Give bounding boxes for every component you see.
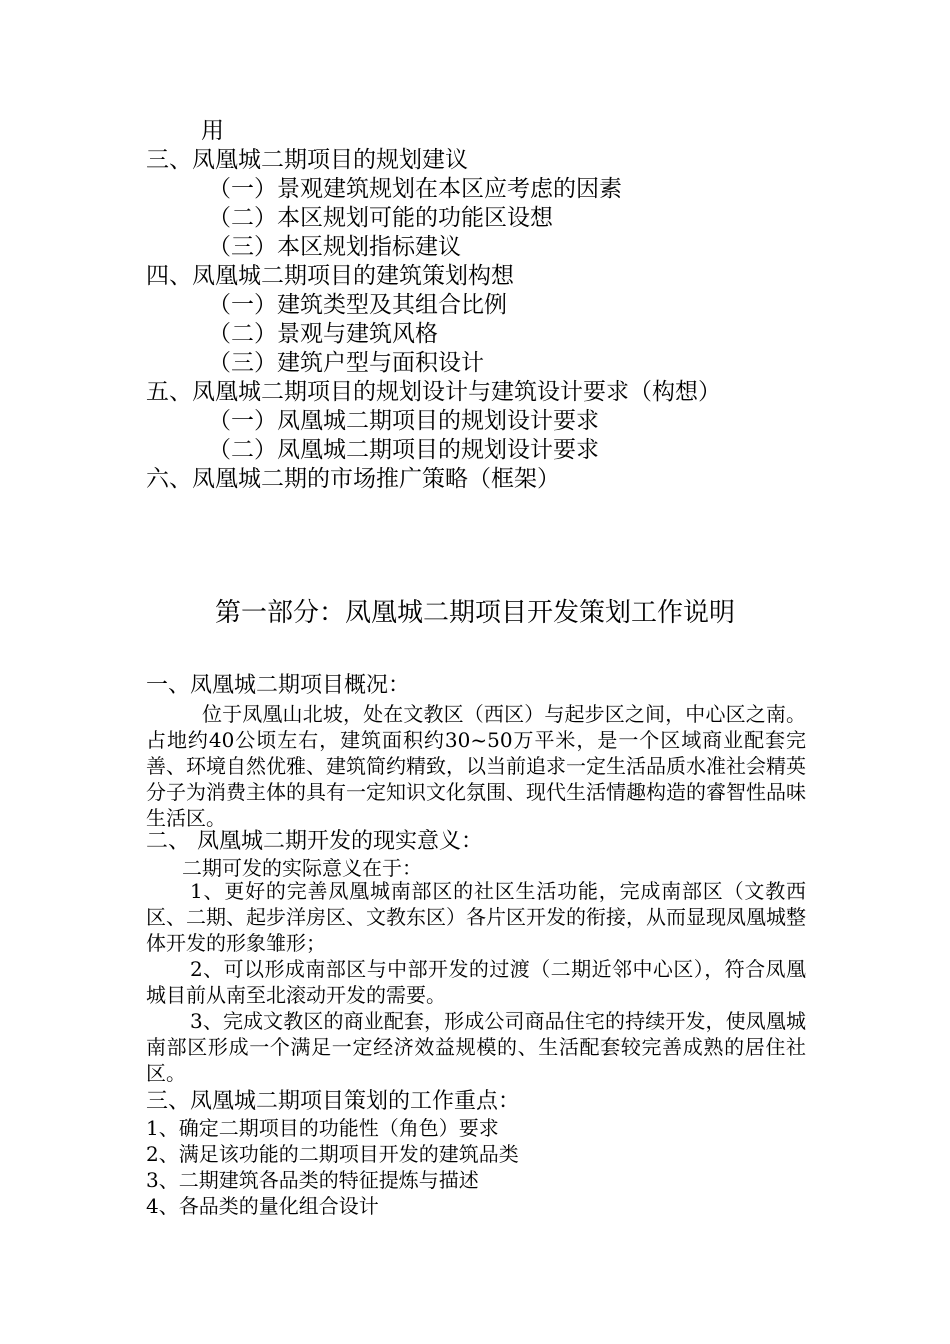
focus-item-2: 2、满足该功能的二期项目开发的建筑品类 <box>146 1142 519 1166</box>
toc-section-6: 六、凤凰城二期的市场推广策略（框架） <box>146 466 560 492</box>
overview-heading: 一、凤凰城二期项目概况： <box>146 673 411 698</box>
toc-section-4-item-1: （一）建筑类型及其组合比例 <box>208 292 507 318</box>
focus-item-4: 4、各品类的量化组合设计 <box>146 1194 379 1218</box>
toc-section-5: 五、凤凰城二期项目的规划设计与建筑设计要求（构想） <box>146 379 721 405</box>
focus-heading: 三、凤凰城二期项目策划的工作重点： <box>146 1089 521 1114</box>
significance-heading: 二、 凤凰城二期开发的现实意义： <box>146 829 483 854</box>
toc-section-4-item-3: （三）建筑户型与面积设计 <box>208 350 484 376</box>
toc-section-3-item-3: （三）本区规划指标建议 <box>208 234 461 260</box>
significance-point-3: 3、完成文教区的商业配套，形成公司商品住宅的持续开发，使凤凰城南部区形成一个满足一定经济效益规模的、生活配套较完善成熟的居住社区。 <box>146 1009 806 1085</box>
significance-point-1: 1、更好的完善凤凰城南部区的社区生活功能，完成南部区（文教西区、二期、起步洋房区、文教东区）各片区开发的衔接，从而显现凤凰城整体开发的形象雏形； <box>146 879 806 955</box>
significance-intro: 二期可发的实际意义在于： <box>182 856 422 880</box>
toc-section-5-item-1: （一）凤凰城二期项目的规划设计要求 <box>208 408 599 434</box>
part-title: 第一部分：凤凰城二期项目开发策划工作说明 <box>214 598 735 628</box>
toc-section-4-item-2: （二）景观与建筑风格 <box>208 321 438 347</box>
toc-continued-tail: 用 <box>201 118 224 144</box>
overview-paragraph: 位于凤凰山北坡，处在文教区（西区）与起步区之间，中心区之南。占地约40公顷左右，建筑面积约30~50万平米，是一个区域商业配套完善、环境自然优雅、建筑简约精致，以当前追求一定生活品质水准社会精英分子为消费主体的具有一定知识文化氛围、现代生活情趣构造的睿智性品味生活区。 <box>146 702 806 830</box>
toc-section-4: 四、凤凰城二期项目的建筑策划构想 <box>146 263 514 289</box>
focus-item-3: 3、二期建筑各品类的特征提炼与描述 <box>146 1168 479 1192</box>
toc-section-5-item-2: （二）凤凰城二期项目的规划设计要求 <box>208 437 599 463</box>
significance-point-2: 2、可以形成南部区与中部开发的过渡（二期近邻中心区），符合凤凰城目前从南至北滚动开发的需要。 <box>146 957 806 1007</box>
toc-section-3-item-2: （二）本区规划可能的功能区设想 <box>208 205 553 231</box>
toc-section-3: 三、凤凰城二期项目的规划建议 <box>146 147 468 173</box>
toc-section-3-item-1: （一）景观建筑规划在本区应考虑的因素 <box>208 176 622 202</box>
focus-item-1: 1、确定二期项目的功能性（角色）要求 <box>146 1116 499 1140</box>
